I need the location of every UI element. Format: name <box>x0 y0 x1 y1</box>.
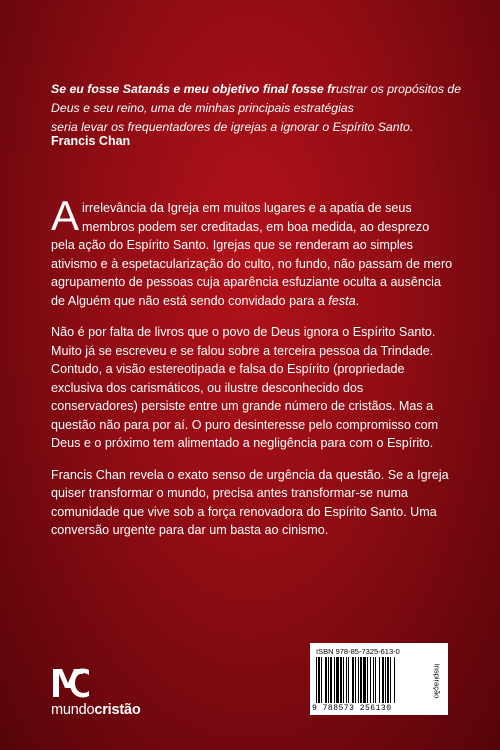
barcode-panel <box>310 643 448 715</box>
barcode-bars <box>316 657 428 703</box>
epigraph-line-2: Deus e seu reino, uma de minhas principais estratégias <box>51 101 354 115</box>
paragraph-1 <box>51 199 451 310</box>
mc-logo-icon <box>51 665 91 699</box>
paragraph-line: agrupamento de pessoas cuja aparência esfuziante oculta a ausência <box>51 275 441 289</box>
paragraph-line: ativismo e à espetacularização do culto, no fundo, não passam de mero <box>51 256 453 271</box>
publisher-name-part1: mundo <box>51 702 95 718</box>
blurb <box>51 199 451 553</box>
publisher-logo <box>51 665 141 718</box>
paragraph-line-text: de Alguém que não está sendo convidado para a <box>51 293 329 308</box>
epigraph-line-3: seria levar os frequentadores de igrejas a ignorar o Espírito Santo. <box>51 120 414 134</box>
epigraph-line-1-rest: ustrar os propósitos de <box>335 82 462 96</box>
paragraph-line: Deus e o próximo tem alimentado a negligência para com o Espírito. <box>51 436 434 450</box>
paragraph-line: quiser transformar o mundo, precisa antes transformar-se numa <box>51 486 408 500</box>
paragraph-line-end: . <box>355 293 360 308</box>
paragraph-line: exclusiva dos carismáticos, ou ilustre desconhecido dos <box>51 380 364 395</box>
paragraph-line: conservadores) persiste entre um grande número de cristãos. Mas a <box>51 399 434 413</box>
paragraph-line: Muito já se escreveu e se falou sobre a terceira pessoa da Trindade. <box>51 343 434 358</box>
epigraph-emphasis: Se eu fosse Satanás e meu objetivo final fosse fr <box>51 82 336 96</box>
paragraph-line: membros podem ser creditadas, em boa medida, ao desprezo <box>82 219 430 234</box>
paragraph-line: comunidade que vive sob a força renovadora do Espírito Santo. Uma <box>51 504 437 519</box>
epigraph-author: Francis Chan <box>51 134 131 148</box>
paragraph-line: Contudo, a visão estereotipada e falsa do Espírito (propriedade <box>51 362 405 376</box>
paragraph-2 <box>51 323 451 453</box>
epigraph-line-1 <box>51 80 471 99</box>
category-text: Inspiração <box>432 663 442 699</box>
italic-word: festa <box>328 293 356 308</box>
paragraph-line: conversão urgente para dar um basta ao cinismo. <box>51 523 329 537</box>
drop-cap: A <box>51 192 80 239</box>
paragraph-line: Francis Chan revela o exato senso de urgência da questão. Se a Igreja <box>51 467 449 482</box>
publisher-name-part2: cristão <box>94 702 141 718</box>
paragraph-line-last <box>51 292 451 311</box>
paragraph-3 <box>51 466 451 540</box>
paragraph-line: irrelevância da Igreja em muitos lugares e a apatia de seus <box>82 201 412 215</box>
paragraph-line: pela ação do Espírito Santo. Igrejas que se renderam ao simples <box>51 238 413 252</box>
category-label <box>430 651 444 711</box>
barcode-digits: 9 788573 256130 <box>312 704 392 713</box>
epigraph <box>51 80 471 137</box>
isbn-label: ISBN 978-85-7325-613-0 <box>316 647 400 656</box>
paragraph-line: questão não para por aí. O puro desinteresse pelo compromisso com <box>51 417 439 432</box>
publisher-name <box>51 702 141 718</box>
paragraph-line: Não é por falta de livros que o povo de Deus ignora o Espírito Santo. <box>51 325 436 339</box>
